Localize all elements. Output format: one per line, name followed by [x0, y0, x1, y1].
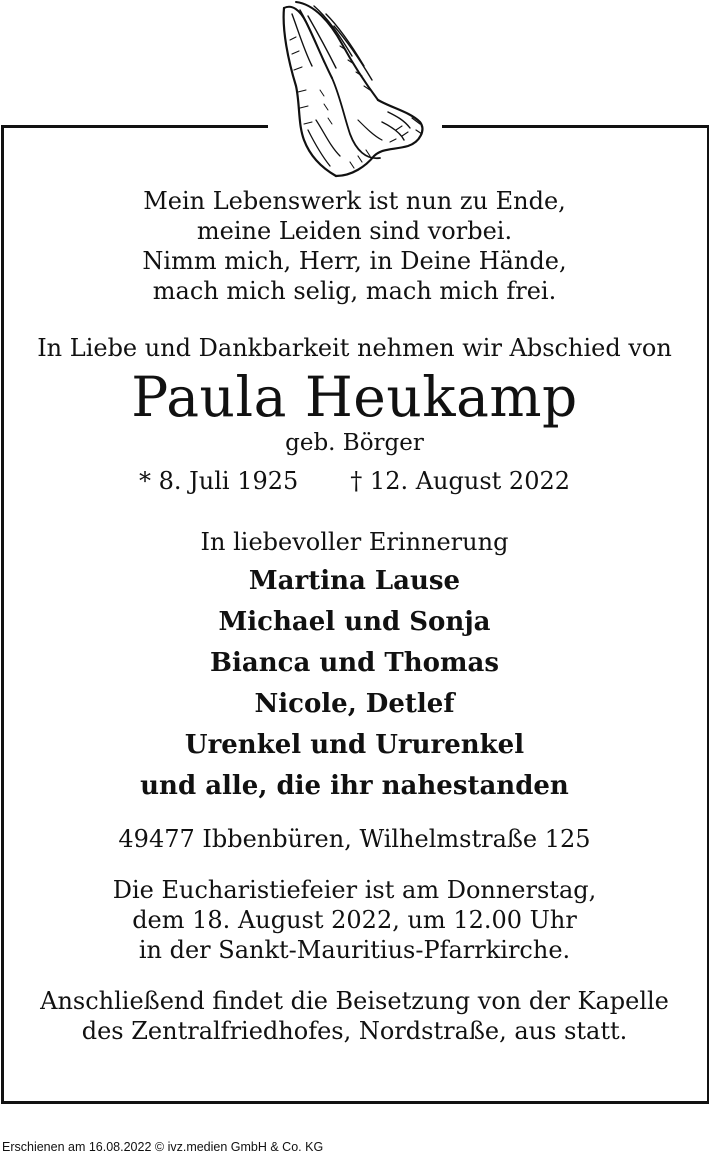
poem [4, 186, 705, 306]
mourner: Urenkel und Ururenkel [184, 730, 525, 760]
mourners-list [4, 561, 705, 807]
mourner: Bianca und Thomas [210, 648, 499, 678]
burial-info [4, 986, 705, 1046]
life-dates [4, 466, 705, 496]
birth-date: * 8. Juli 1925 [139, 467, 299, 495]
mass-line: Die Eucharistiefeier ist am Donnerstag, [112, 876, 597, 904]
mass-line: dem 18. August 2022, um 12.00 Uhr [132, 906, 577, 934]
deceased-name: Paula Heukamp [131, 365, 578, 429]
mourner: Nicole, Detlef [254, 689, 455, 719]
burial-line: des Zentralfriedhofes, Nordstraße, aus statt. [81, 1017, 628, 1045]
poem-line: Mein Lebenswerk ist nun zu Ende, [143, 187, 566, 215]
mourner: Michael und Sonja [218, 607, 491, 637]
farewell-intro: In Liebe und Dankbarkeit nehmen wir Abschied von [37, 334, 672, 362]
mass-info [4, 875, 705, 965]
mourner: und alle, die ihr nahestanden [140, 771, 569, 801]
poem-line: mach mich selig, mach mich frei. [152, 277, 557, 305]
obituary-content [4, 186, 705, 1046]
mass-line: in der Sankt-Mauritius-Pfarrkirche. [138, 936, 571, 964]
poem-line: meine Leiden sind vorbei. [196, 217, 513, 245]
address: 49477 Ibbenbüren, Wilhelmstraße 125 [118, 825, 591, 853]
mourner: Martina Lause [248, 566, 461, 596]
poem-line: Nimm mich, Herr, in Deine Hände, [142, 247, 567, 275]
burial-line: Anschließend findet die Beisetzung von der Kapelle [40, 987, 669, 1015]
death-date: † 12. August 2022 [350, 467, 570, 495]
publication-footer: Erschienen am 16.08.2022 © ivz.medien GmbH & Co. KG [2, 1140, 324, 1154]
memory-line: In liebevoller Erinnerung [200, 528, 509, 556]
praying-hands-icon [270, 0, 430, 190]
birth-name: geb. Börger [285, 430, 424, 456]
